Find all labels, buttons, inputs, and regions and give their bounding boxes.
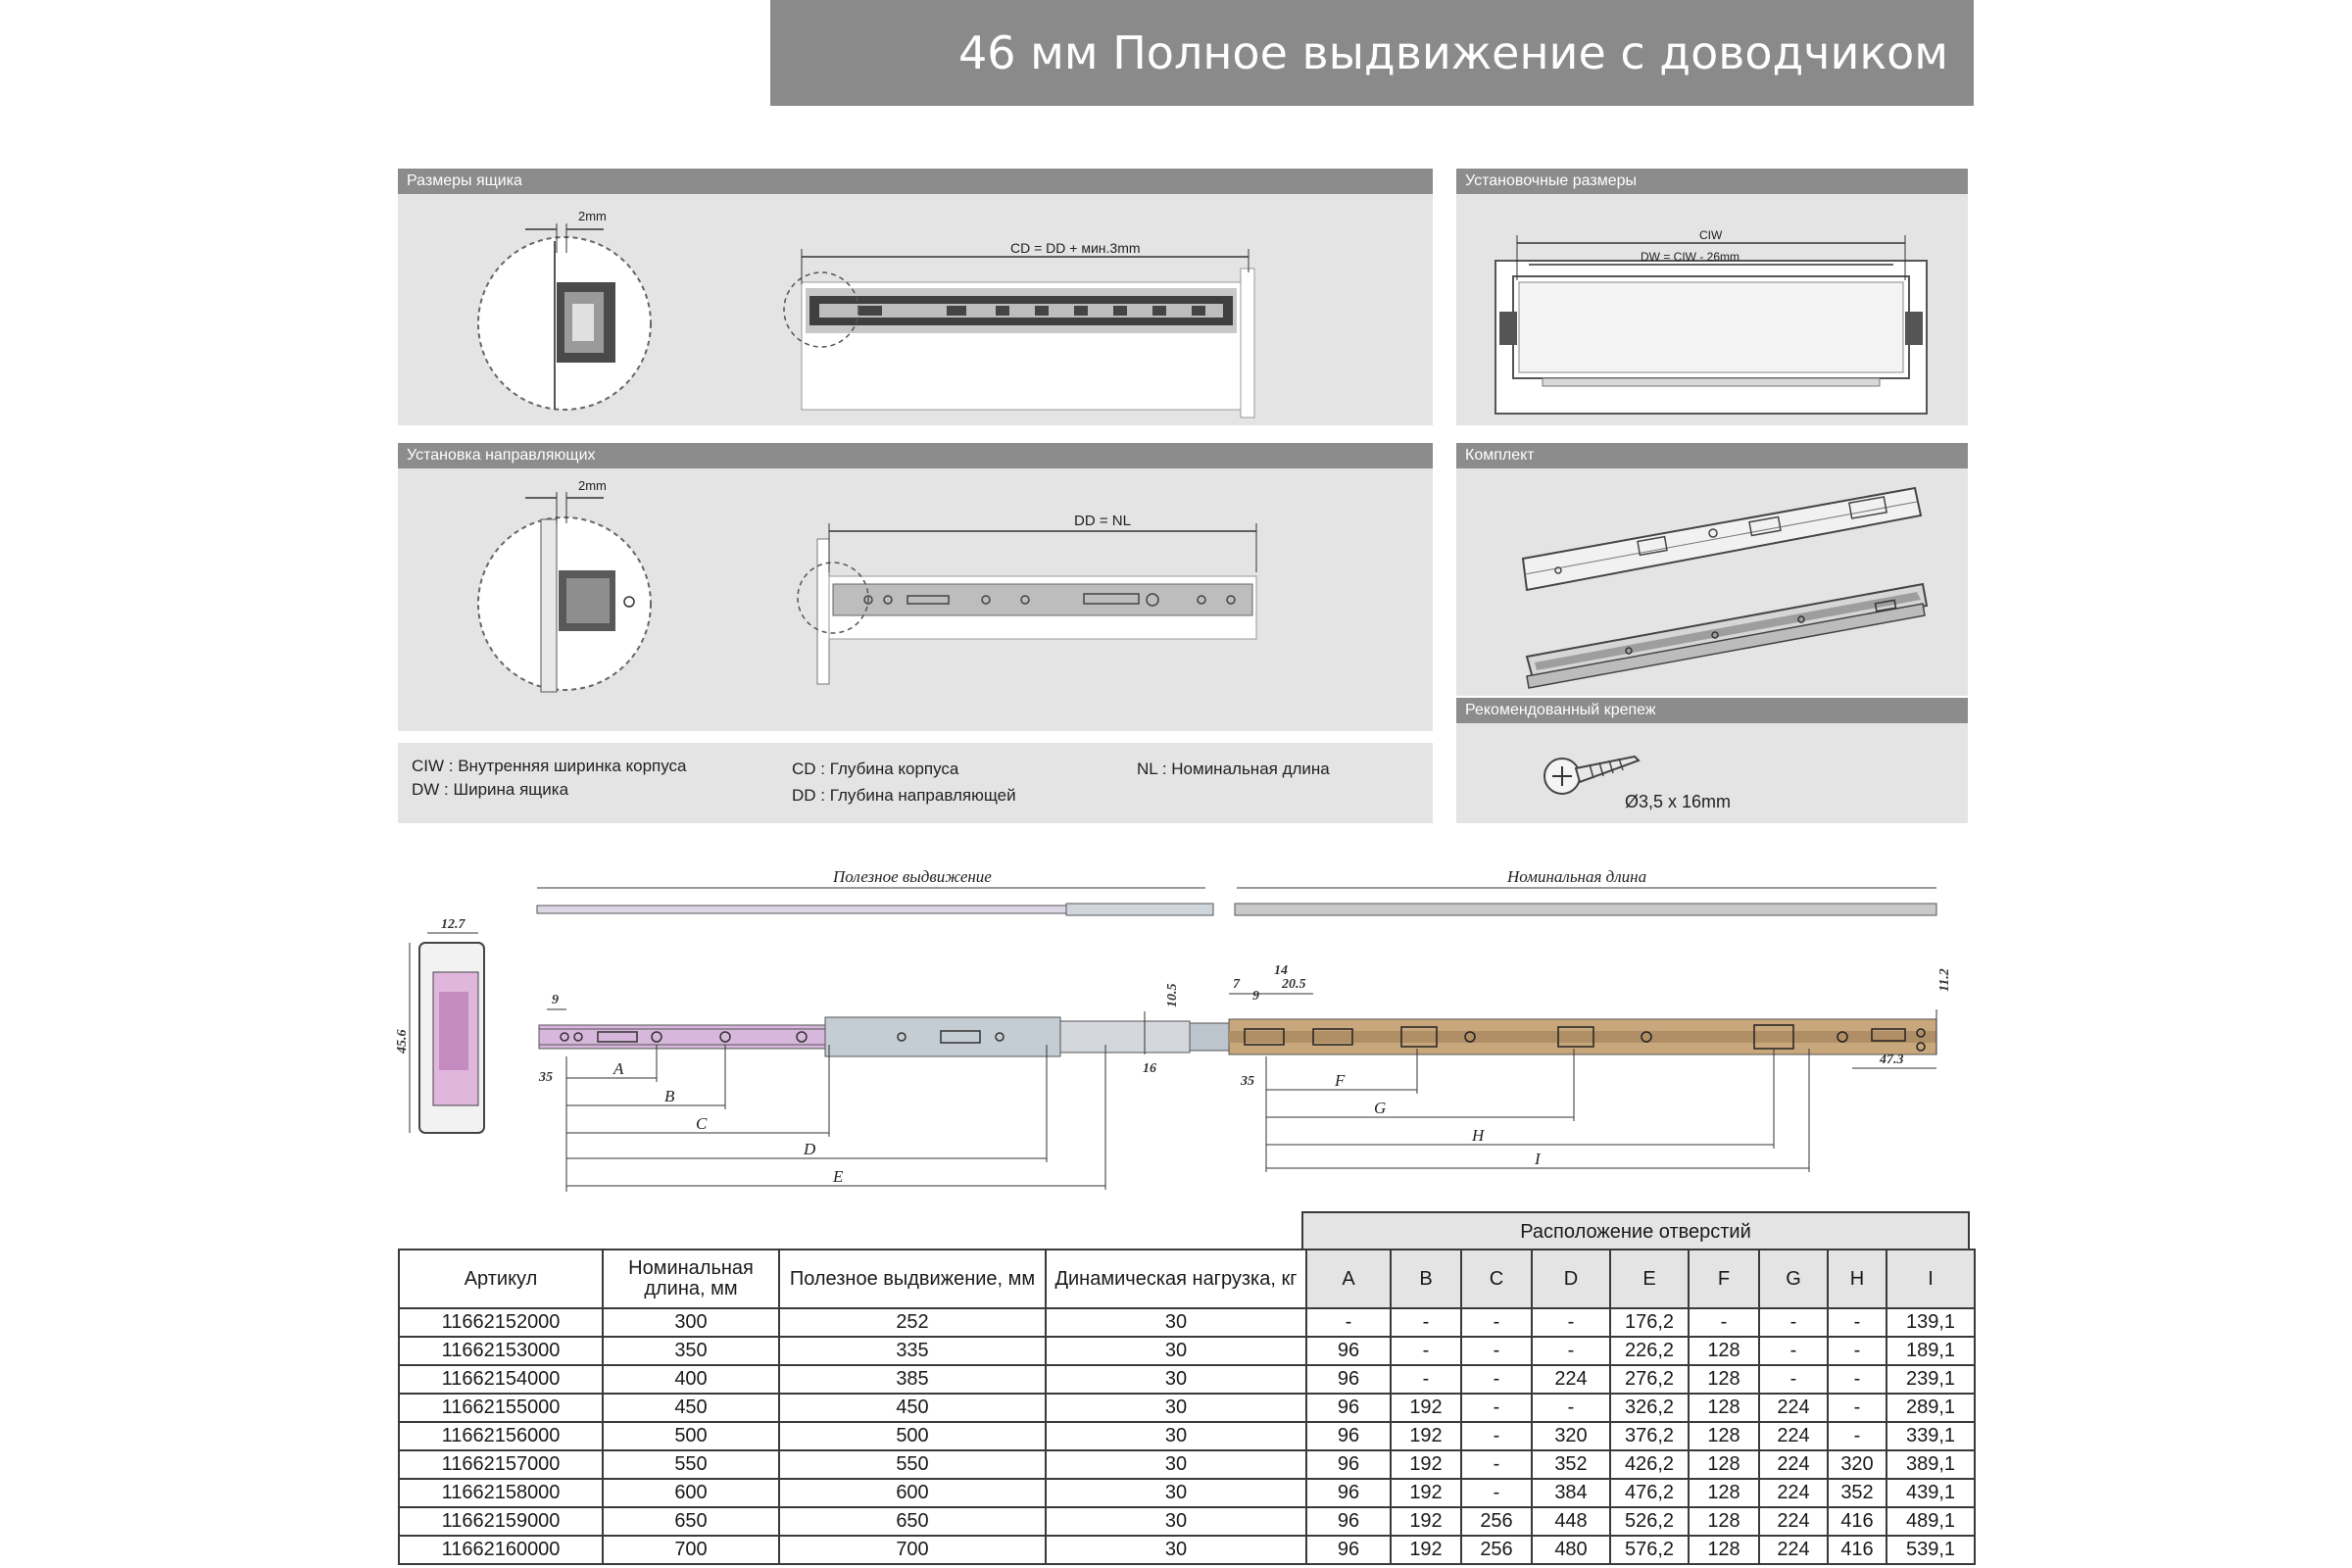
table-cell: 30	[1046, 1450, 1306, 1479]
table-row	[399, 1308, 1975, 1337]
table-cell: 224	[1759, 1450, 1828, 1479]
table-cell: 30	[1046, 1394, 1306, 1422]
legend-panel	[398, 743, 1433, 823]
table-row	[399, 1450, 1975, 1479]
table-cell: 480	[1532, 1536, 1610, 1564]
table-cell: 11662156000	[399, 1422, 603, 1450]
dim-12-7: 12.7	[441, 917, 466, 932]
dim-B: B	[664, 1087, 675, 1105]
rail-install-drawing	[398, 468, 1433, 731]
table-cell: -	[1461, 1308, 1532, 1337]
col-header: B	[1391, 1250, 1461, 1308]
table-cell: 96	[1306, 1422, 1391, 1450]
table-cell: 30	[1046, 1479, 1306, 1507]
table-cell: 30	[1046, 1422, 1306, 1450]
dim-E: E	[833, 1167, 844, 1186]
dim-47-3: 47.3	[1880, 1053, 1904, 1067]
dim-11-2: 11.2	[1937, 968, 1952, 992]
table-row	[399, 1365, 1975, 1394]
col-header: I	[1886, 1250, 1975, 1308]
table-cell: 252	[779, 1308, 1046, 1337]
col-header: A	[1306, 1250, 1391, 1308]
drawer-dimensions-title: Размеры ящика	[398, 169, 1433, 194]
table-cell: 320	[1532, 1422, 1610, 1450]
table-cell: -	[1306, 1308, 1391, 1337]
useful-extension-label: Полезное выдвижение	[833, 867, 992, 886]
table-cell: 550	[779, 1450, 1046, 1479]
table-cell: 335	[779, 1337, 1046, 1365]
table-cell: 30	[1046, 1536, 1306, 1564]
drawer-gap-label: 2mm	[578, 209, 607, 223]
col-header: E	[1610, 1250, 1689, 1308]
table-cell: 192	[1391, 1507, 1461, 1536]
table-cell: -	[1759, 1365, 1828, 1394]
dim-35-right: 35	[1241, 1074, 1254, 1089]
table-cell: 128	[1689, 1394, 1759, 1422]
dim-H: H	[1472, 1126, 1485, 1145]
dim-35-left: 35	[539, 1070, 553, 1085]
table-cell: 11662157000	[399, 1450, 603, 1479]
table-cell: 96	[1306, 1365, 1391, 1394]
table-cell: 224	[1532, 1365, 1610, 1394]
table-cell: -	[1759, 1308, 1828, 1337]
table-cell: 96	[1306, 1337, 1391, 1365]
table-cell: 352	[1532, 1450, 1610, 1479]
table-cell: 11662154000	[399, 1365, 603, 1394]
kit-drawing	[1456, 468, 1968, 696]
table-cell: 500	[603, 1422, 779, 1450]
legend-dw: DW : Ширина ящика	[412, 780, 569, 799]
table-cell: 224	[1759, 1394, 1828, 1422]
dim-A: A	[613, 1059, 624, 1078]
table-cell: -	[1461, 1422, 1532, 1450]
table-cell: 11662155000	[399, 1394, 603, 1422]
table-cell: 476,2	[1610, 1479, 1689, 1507]
table-cell: 192	[1391, 1536, 1461, 1564]
table-cell: 256	[1461, 1507, 1532, 1536]
legend-nl: NL : Номинальная длина	[1137, 760, 1330, 778]
col-header: H	[1828, 1250, 1886, 1308]
col-header: C	[1461, 1250, 1532, 1308]
table-cell: 128	[1689, 1479, 1759, 1507]
dim-14: 14	[1274, 963, 1288, 978]
table-cell: 439,1	[1886, 1479, 1975, 1507]
install-dimensions-panel	[1456, 169, 1968, 425]
table-cell: 226,2	[1610, 1337, 1689, 1365]
table-cell: -	[1391, 1308, 1461, 1337]
table-cell: 30	[1046, 1308, 1306, 1337]
fastener-spec: Ø3,5 x 16mm	[1625, 792, 1732, 811]
table-cell: 448	[1532, 1507, 1610, 1536]
table-cell: 426,2	[1610, 1450, 1689, 1479]
table-cell: 389,1	[1886, 1450, 1975, 1479]
holes-caption: Расположение отверстий	[1301, 1211, 1970, 1250]
legend-dd: DD : Глубина направляющей	[792, 786, 1016, 805]
table-cell: 189,1	[1886, 1337, 1975, 1365]
table-cell: 11662152000	[399, 1308, 603, 1337]
nominal-length-label: Номинальная длина	[1507, 867, 1647, 886]
table-cell: 289,1	[1886, 1394, 1975, 1422]
dim-16: 16	[1143, 1061, 1156, 1076]
table-cell: 128	[1689, 1337, 1759, 1365]
dim-9-left: 9	[552, 993, 559, 1007]
table-cell: -	[1461, 1450, 1532, 1479]
dw-label: DW = CIW - 26mm	[1641, 250, 1740, 264]
ciw-label: CIW	[1699, 228, 1723, 242]
table-cell: 128	[1689, 1536, 1759, 1564]
table-cell: 224	[1759, 1422, 1828, 1450]
table-cell: 176,2	[1610, 1308, 1689, 1337]
table-cell: 30	[1046, 1507, 1306, 1536]
table-cell: -	[1759, 1337, 1828, 1365]
kit-panel	[1456, 443, 1968, 696]
table-cell: 450	[779, 1394, 1046, 1422]
table-cell: 320	[1828, 1450, 1886, 1479]
table-cell: 30	[1046, 1365, 1306, 1394]
table-cell: 384	[1532, 1479, 1610, 1507]
table-cell: 11662160000	[399, 1536, 603, 1564]
table-row	[399, 1394, 1975, 1422]
table-header-row	[399, 1250, 1975, 1308]
table-cell: -	[1461, 1365, 1532, 1394]
table-cell: -	[1391, 1337, 1461, 1365]
col-header: F	[1689, 1250, 1759, 1308]
dim-20-5: 20.5	[1282, 977, 1306, 992]
table-cell: 350	[603, 1337, 779, 1365]
table-cell: 339,1	[1886, 1422, 1975, 1450]
kit-title: Комплект	[1456, 443, 1968, 468]
dim-I: I	[1535, 1150, 1541, 1168]
legend-cd: CD : Глубина корпуса	[792, 760, 959, 778]
cabinet-depth-label: CD = DD + мин.3mm	[1010, 240, 1141, 256]
col-header: Динамическая нагрузка, кг	[1046, 1250, 1306, 1308]
table-cell: 96	[1306, 1479, 1391, 1507]
table-cell: 489,1	[1886, 1507, 1975, 1536]
table-cell: 96	[1306, 1507, 1391, 1536]
table-cell: 300	[603, 1308, 779, 1337]
drawer-dimensions-panel	[398, 169, 1433, 425]
table-cell: -	[1532, 1337, 1610, 1365]
table-cell: 11662153000	[399, 1337, 603, 1365]
table-cell: -	[1461, 1337, 1532, 1365]
table-cell: 96	[1306, 1536, 1391, 1564]
table-cell: 600	[779, 1479, 1046, 1507]
table-cell: 224	[1759, 1479, 1828, 1507]
table-cell: 576,2	[1610, 1536, 1689, 1564]
dim-G: G	[1374, 1099, 1387, 1117]
col-header: Полезное выдвижение, мм	[779, 1250, 1046, 1308]
drawer-dimensions-drawing	[398, 194, 1433, 425]
spec-table	[398, 1249, 1976, 1565]
table-cell: 139,1	[1886, 1308, 1975, 1337]
table-cell: 224	[1759, 1536, 1828, 1564]
table-cell: 385	[779, 1365, 1046, 1394]
dim-F: F	[1335, 1071, 1346, 1090]
table-row	[399, 1422, 1975, 1450]
table-cell: 539,1	[1886, 1536, 1975, 1564]
table-cell: 416	[1828, 1507, 1886, 1536]
table-cell: 30	[1046, 1337, 1306, 1365]
install-dimensions-title: Установочные размеры	[1456, 169, 1968, 194]
table-cell: -	[1828, 1394, 1886, 1422]
fastener-title: Рекомендованный крепеж	[1456, 698, 1968, 723]
table-cell: -	[1391, 1365, 1461, 1394]
table-cell: -	[1828, 1365, 1886, 1394]
table-cell: 11662159000	[399, 1507, 603, 1536]
table-cell: 128	[1689, 1422, 1759, 1450]
table-cell: 276,2	[1610, 1365, 1689, 1394]
table-cell: 700	[603, 1536, 779, 1564]
table-cell: -	[1532, 1308, 1610, 1337]
table-cell: -	[1689, 1308, 1759, 1337]
table-cell: 192	[1391, 1479, 1461, 1507]
table-cell: 128	[1689, 1507, 1759, 1536]
dim-10-5: 10.5	[1165, 983, 1180, 1007]
slide-technical-drawing	[392, 862, 1980, 1205]
table-cell: 326,2	[1610, 1394, 1689, 1422]
page-title-bar	[770, 0, 1974, 106]
col-header: G	[1759, 1250, 1828, 1308]
table-cell: -	[1532, 1394, 1610, 1422]
table-cell: 256	[1461, 1536, 1532, 1564]
dim-9-right: 9	[1252, 989, 1259, 1004]
table-row	[399, 1337, 1975, 1365]
table-cell: 239,1	[1886, 1365, 1975, 1394]
table-cell: 192	[1391, 1450, 1461, 1479]
table-cell: 352	[1828, 1479, 1886, 1507]
table-cell: 650	[779, 1507, 1046, 1536]
table-cell: 700	[779, 1536, 1046, 1564]
table-cell: 96	[1306, 1450, 1391, 1479]
dim-D: D	[804, 1140, 816, 1158]
dim-C: C	[696, 1114, 708, 1133]
table-cell: 128	[1689, 1365, 1759, 1394]
table-cell: -	[1828, 1337, 1886, 1365]
fastener-panel	[1456, 698, 1968, 823]
table-row	[399, 1536, 1975, 1564]
table-cell: -	[1461, 1479, 1532, 1507]
table-cell: 550	[603, 1450, 779, 1479]
table-cell: 500	[779, 1422, 1046, 1450]
rail-length-label: DD = NL	[1074, 513, 1131, 529]
table-cell: 11662158000	[399, 1479, 603, 1507]
install-dimensions-drawing	[1456, 194, 1968, 425]
table-cell: 192	[1391, 1394, 1461, 1422]
table-cell: 600	[603, 1479, 779, 1507]
col-header: Артикул	[399, 1250, 603, 1308]
table-cell: 96	[1306, 1394, 1391, 1422]
col-header: Номинальная длина, мм	[603, 1250, 779, 1308]
table-row	[399, 1479, 1975, 1507]
rail-install-title: Установка направляющих	[398, 443, 1433, 468]
table-cell: 224	[1759, 1507, 1828, 1536]
table-cell: 526,2	[1610, 1507, 1689, 1536]
legend-ciw: CIW : Внутренняя ширинка корпуса	[412, 757, 687, 775]
col-header: D	[1532, 1250, 1610, 1308]
dim-7: 7	[1233, 977, 1240, 992]
table-row	[399, 1507, 1975, 1536]
rail-gap-label: 2mm	[578, 478, 607, 493]
table-cell: 400	[603, 1365, 779, 1394]
table-cell: 650	[603, 1507, 779, 1536]
table-cell: 128	[1689, 1450, 1759, 1479]
table-cell: 450	[603, 1394, 779, 1422]
table-cell: 376,2	[1610, 1422, 1689, 1450]
page-title: 46 мм Полное выдвижение с доводчиком	[958, 26, 1948, 79]
rail-install-panel	[398, 443, 1433, 731]
table-cell: -	[1461, 1394, 1532, 1422]
table-cell: -	[1828, 1422, 1886, 1450]
table-cell: 416	[1828, 1536, 1886, 1564]
table-cell: -	[1828, 1308, 1886, 1337]
dim-45-6: 45.6	[395, 1029, 410, 1054]
table-cell: 192	[1391, 1422, 1461, 1450]
